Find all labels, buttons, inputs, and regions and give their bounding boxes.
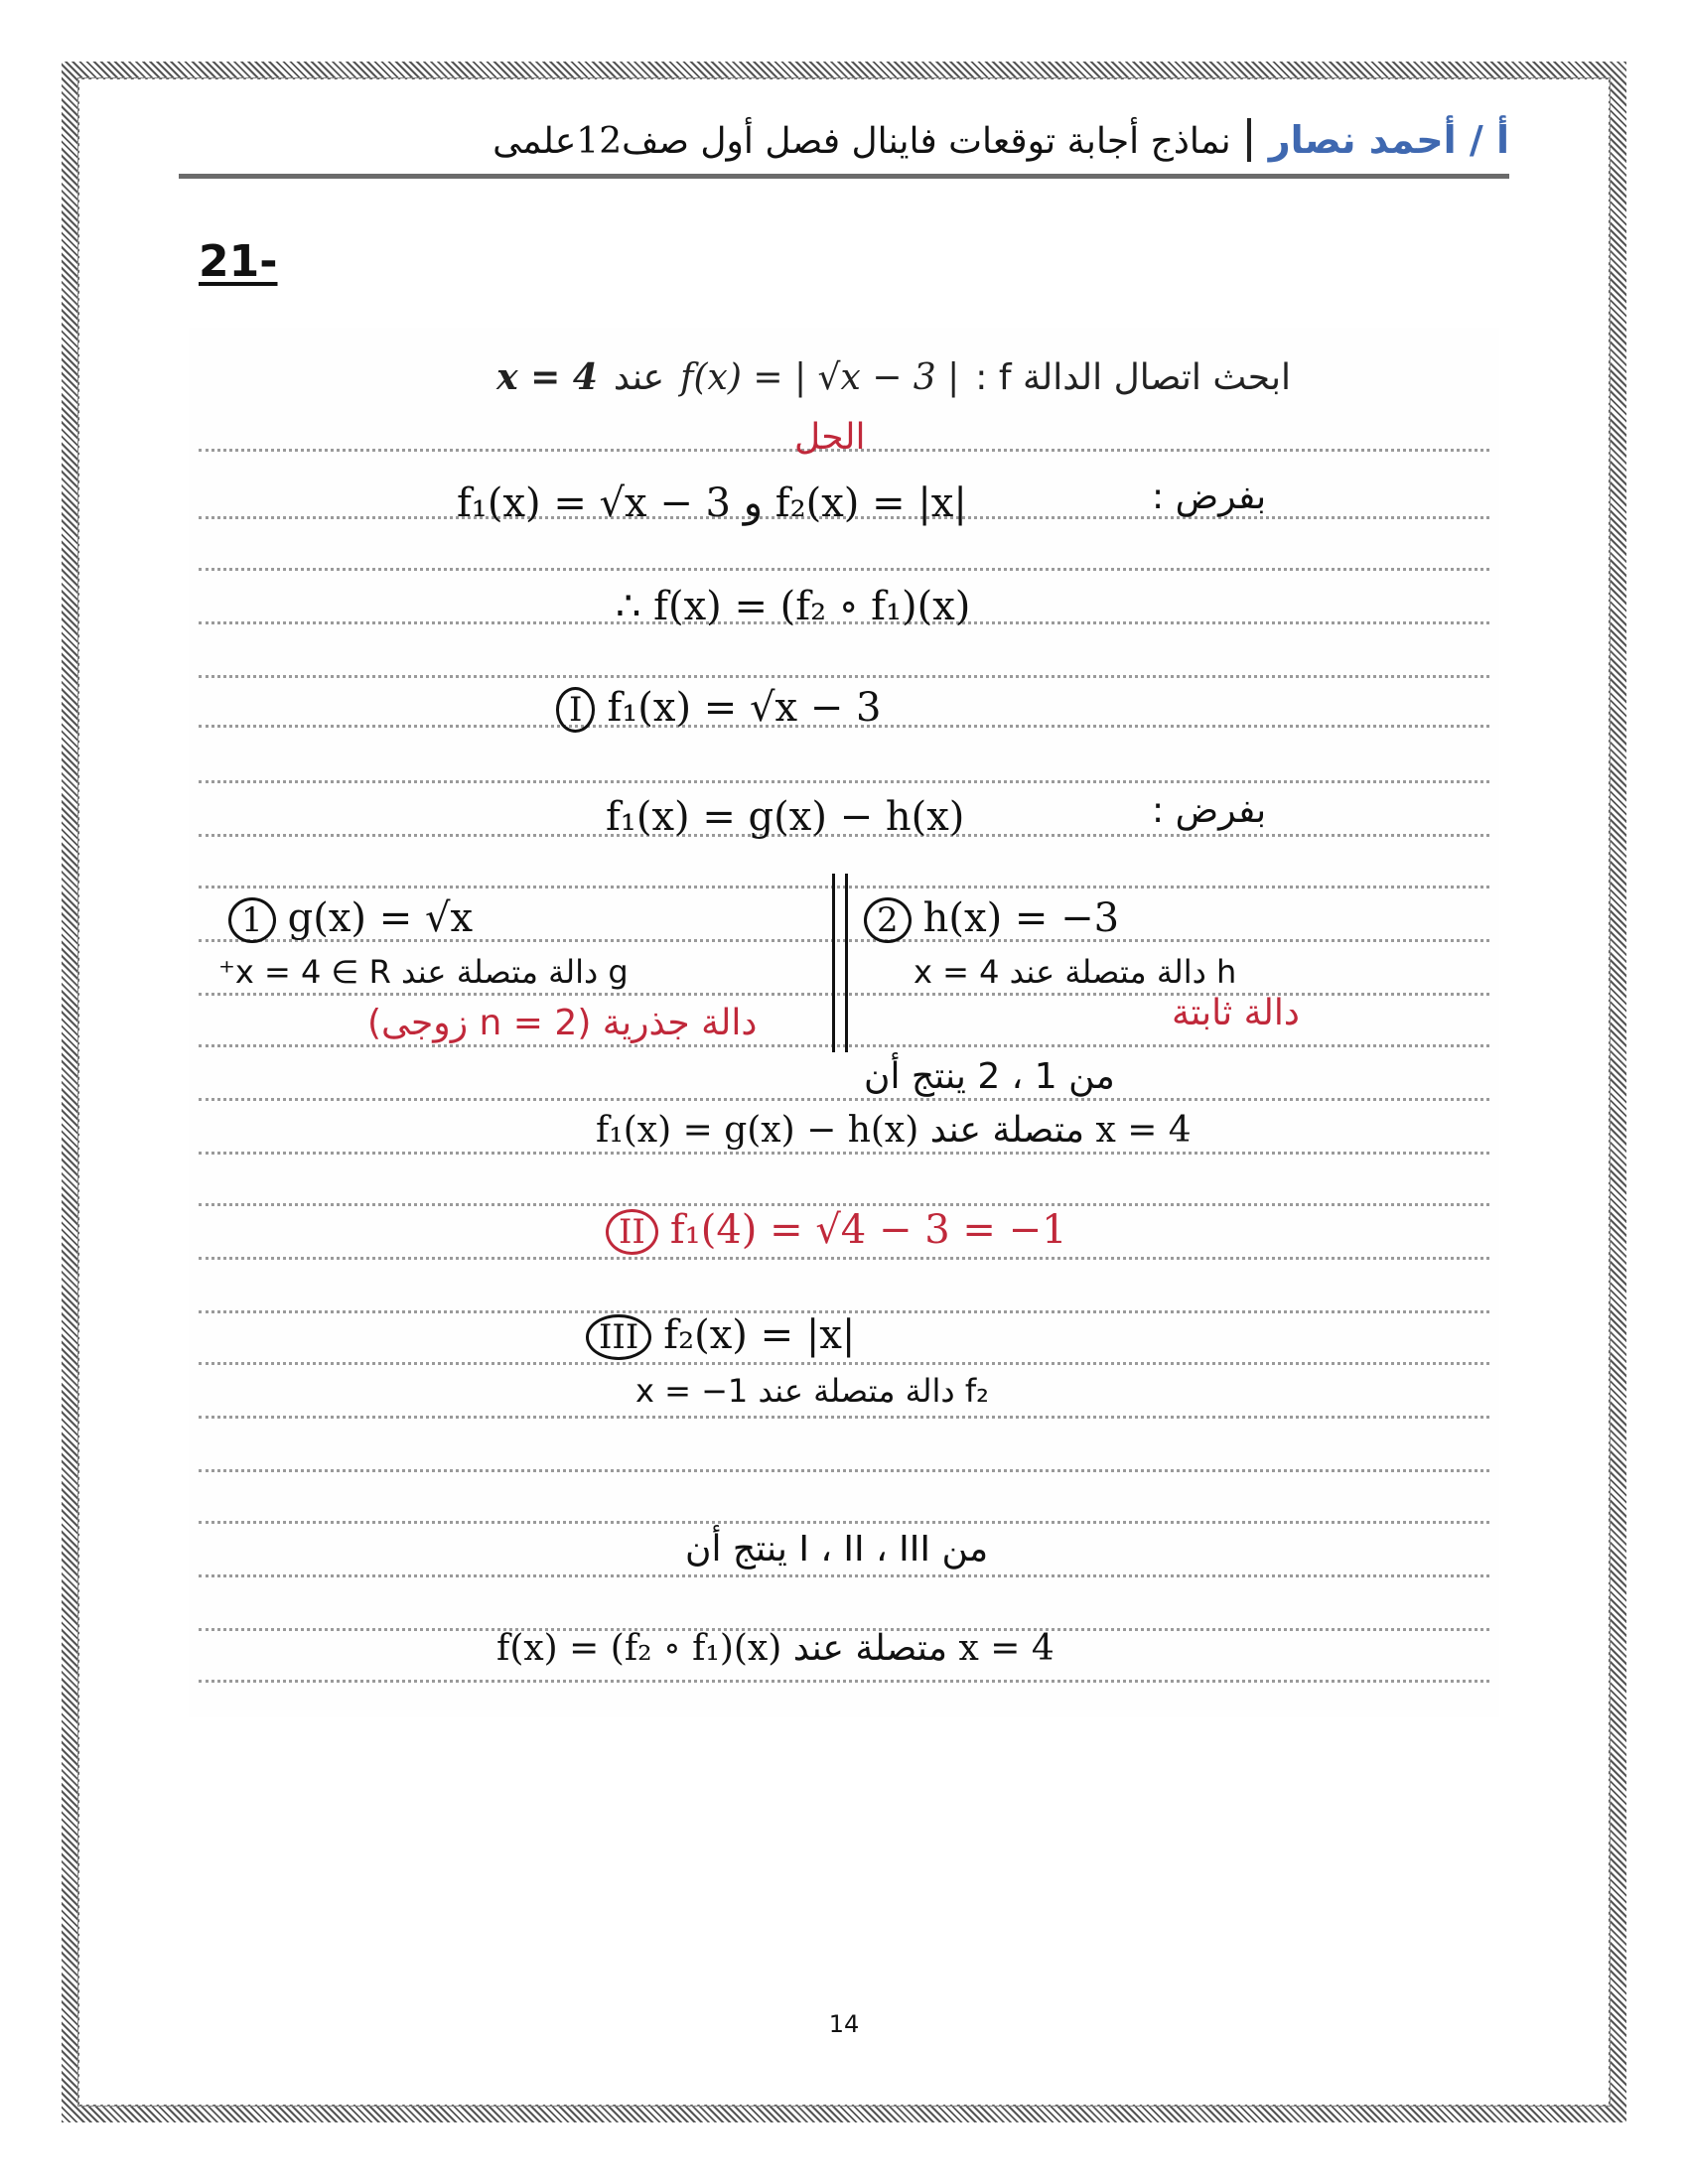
h-expression: h(x) = −3 xyxy=(922,895,1120,941)
ruled-line xyxy=(199,568,1489,571)
step-1-marker: I xyxy=(556,687,595,733)
step-3-expression: f₂(x) = |x| xyxy=(663,1312,856,1358)
g-note: دالة جذرية (n = 2 زوجى) xyxy=(367,1003,758,1043)
step-3 xyxy=(586,1312,855,1360)
author-name: أ / أحمد نصار xyxy=(1247,118,1509,162)
question-number: 21- xyxy=(199,236,278,287)
from-1-2: من 1 ، 2 ينتج أن xyxy=(864,1056,1115,1097)
h-marker: 2 xyxy=(864,897,912,943)
step-2-expression: f₁(4) = √4 − 3 = −1 xyxy=(669,1207,1067,1253)
ruled-line xyxy=(199,1362,1489,1365)
step-1-expression: f₁(x) = √x − 3 xyxy=(607,685,882,731)
h-note: دالة ثابتة xyxy=(1172,993,1300,1033)
problem-statement xyxy=(298,347,1291,407)
ruled-line xyxy=(199,675,1489,678)
ruled-line xyxy=(199,1152,1489,1155)
step-2-marker: II xyxy=(606,1209,658,1255)
problem-point: x = 4 xyxy=(496,356,598,398)
document-title: نماذج أجابة توقعات فاينال فصل أول صف12علمى xyxy=(492,121,1231,162)
ruled-line xyxy=(199,1574,1489,1577)
ruled-line xyxy=(199,1416,1489,1419)
final-conclusion: f(x) = (f₂ ∘ f₁)(x) متصلة عند x = 4 xyxy=(496,1628,1055,1669)
ruled-line xyxy=(199,1521,1489,1524)
g-continuity: g دالة متصلة عند x = 4 ∈ R⁺ xyxy=(218,953,629,991)
problem-text: ابحث اتصال الدالة f : xyxy=(975,356,1291,398)
page-header xyxy=(179,99,1509,179)
let-label: بفرض : xyxy=(1152,477,1267,517)
g-definition xyxy=(228,895,473,943)
problem-expression: f(x) = | √x − 3 | xyxy=(680,356,960,398)
column-divider xyxy=(832,874,848,1052)
g-expression: g(x) = √x xyxy=(287,895,474,941)
h-continuity: h دالة متصلة عند x = 4 xyxy=(914,953,1237,991)
from-all-steps: من I ، II ، III ينتج أن xyxy=(685,1529,989,1570)
ruled-line xyxy=(199,1203,1489,1206)
function-definitions: f₁(x) = √x − 3 و f₂(x) = |x| xyxy=(457,480,967,526)
solution-heading: الحل xyxy=(794,417,866,458)
h-definition xyxy=(864,895,1119,943)
ruled-line xyxy=(199,1680,1489,1683)
composition-statement: ∴ f(x) = (f₂ ∘ f₁)(x) xyxy=(616,584,971,629)
step-3-marker: III xyxy=(586,1314,651,1360)
ruled-line xyxy=(199,1469,1489,1472)
f1-continuity: f₁(x) = g(x) − h(x) متصلة عند x = 4 xyxy=(596,1110,1192,1151)
problem-at-word: عند xyxy=(613,356,665,398)
ruled-line xyxy=(199,1098,1489,1101)
step-2 xyxy=(606,1207,1067,1255)
f2-continuity: f₂ دالة متصلة عند x = −1 xyxy=(635,1372,989,1410)
f1-decomposition: f₁(x) = g(x) − h(x) xyxy=(606,794,965,840)
ruled-line xyxy=(199,1257,1489,1260)
step-1 xyxy=(556,685,881,733)
page-number: 14 xyxy=(828,2010,860,2038)
g-marker: 1 xyxy=(228,897,276,943)
let-label-2: بفرض : xyxy=(1152,790,1267,831)
ruled-line xyxy=(199,780,1489,783)
